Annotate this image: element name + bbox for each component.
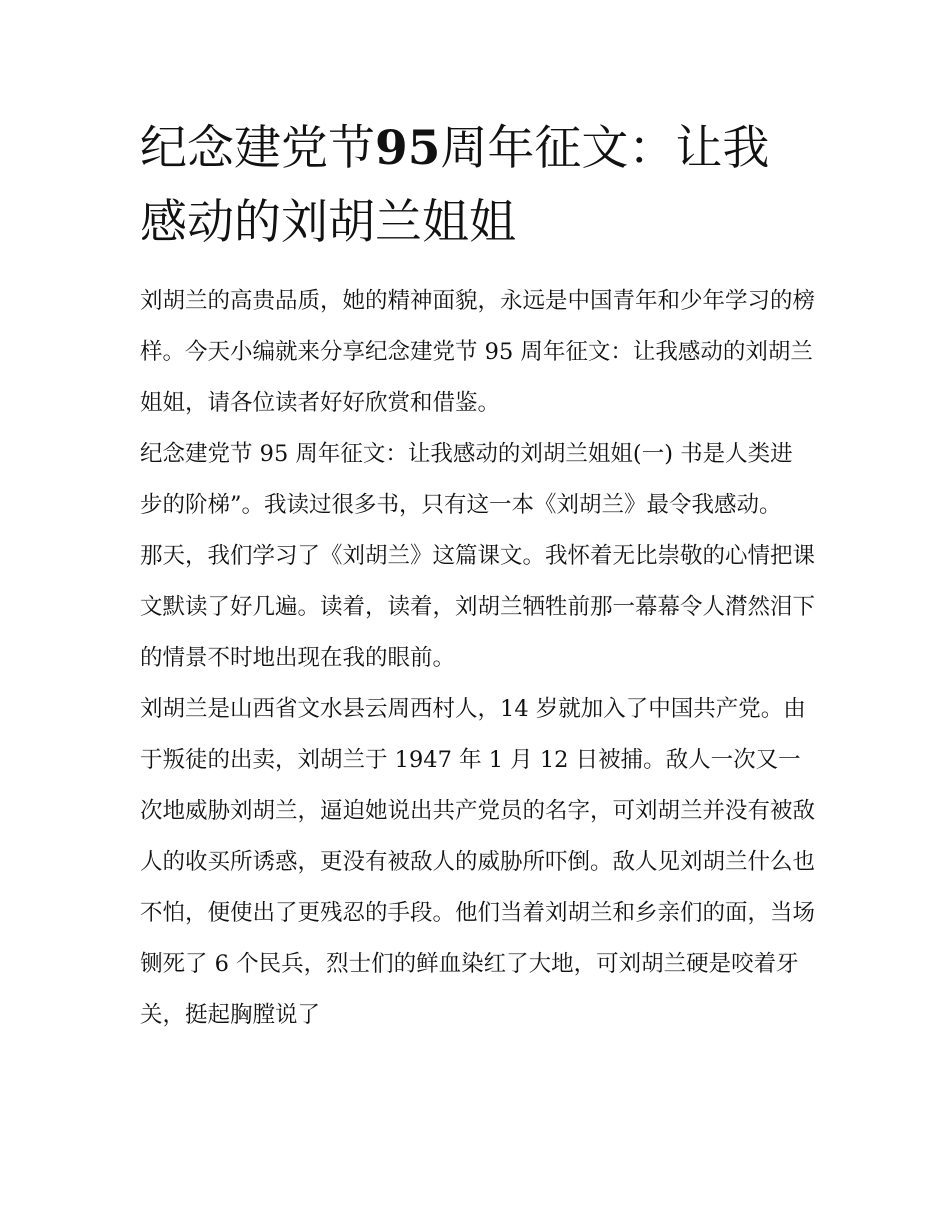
document-title [140, 112, 815, 260]
title-prefix: 纪念建党节 [140, 121, 375, 176]
paragraph-liu-hulan-story: 刘胡兰是山西省文水县云周西村人，14 岁就加入了中国共产党。由于叛徒的出卖，刘胡兰于 1947 年 1 月 12 日被捕。敌人一次又一次地威胁刘胡兰，逼迫她说出共产党员的名字，可刘胡兰并没有被敌人的收买所诱惑，更没有被敌人的威胁所吓倒。敌人见刘胡兰什么也不怕，便使出了更残忍的手段。他们当着刘胡兰和乡亲们的面，当场铡死了 6 个民兵，烈士们的鲜血染红了大地，可刘胡兰硬是咬着牙关，挺起胸膛说了 [140, 696, 816, 1028]
title-suffix: 周年征文：让我感动的刘胡兰姐姐 [140, 121, 770, 250]
paragraph-essay-opening: 纪念建党节 95 周年征文：让我感动的刘胡兰姐姐(一) 书是人类进步的阶梯”。我读过很多书，只有这一本《刘胡兰》最令我感动。 [140, 441, 793, 518]
paragraph-reading-lesson: 那天，我们学习了《刘胡兰》这篇课文。我怀着无比崇敬的心情把课文默读了好几遍。读着，读着，刘胡兰牺牲前那一幕幕令人潸然泪下的情景不时地出现在我的眼前。 [140, 543, 816, 671]
paragraph-intro: 刘胡兰的高贵品质，她的精神面貌，永远是中国青年和少年学习的榜样。今天小编就来分享纪念建党节 95 周年征文：让我感动的刘胡兰姐姐，请各位读者好好欣赏和借鉴。 [140, 288, 816, 416]
title-number: 95 [375, 121, 441, 176]
document-page [140, 112, 815, 1041]
